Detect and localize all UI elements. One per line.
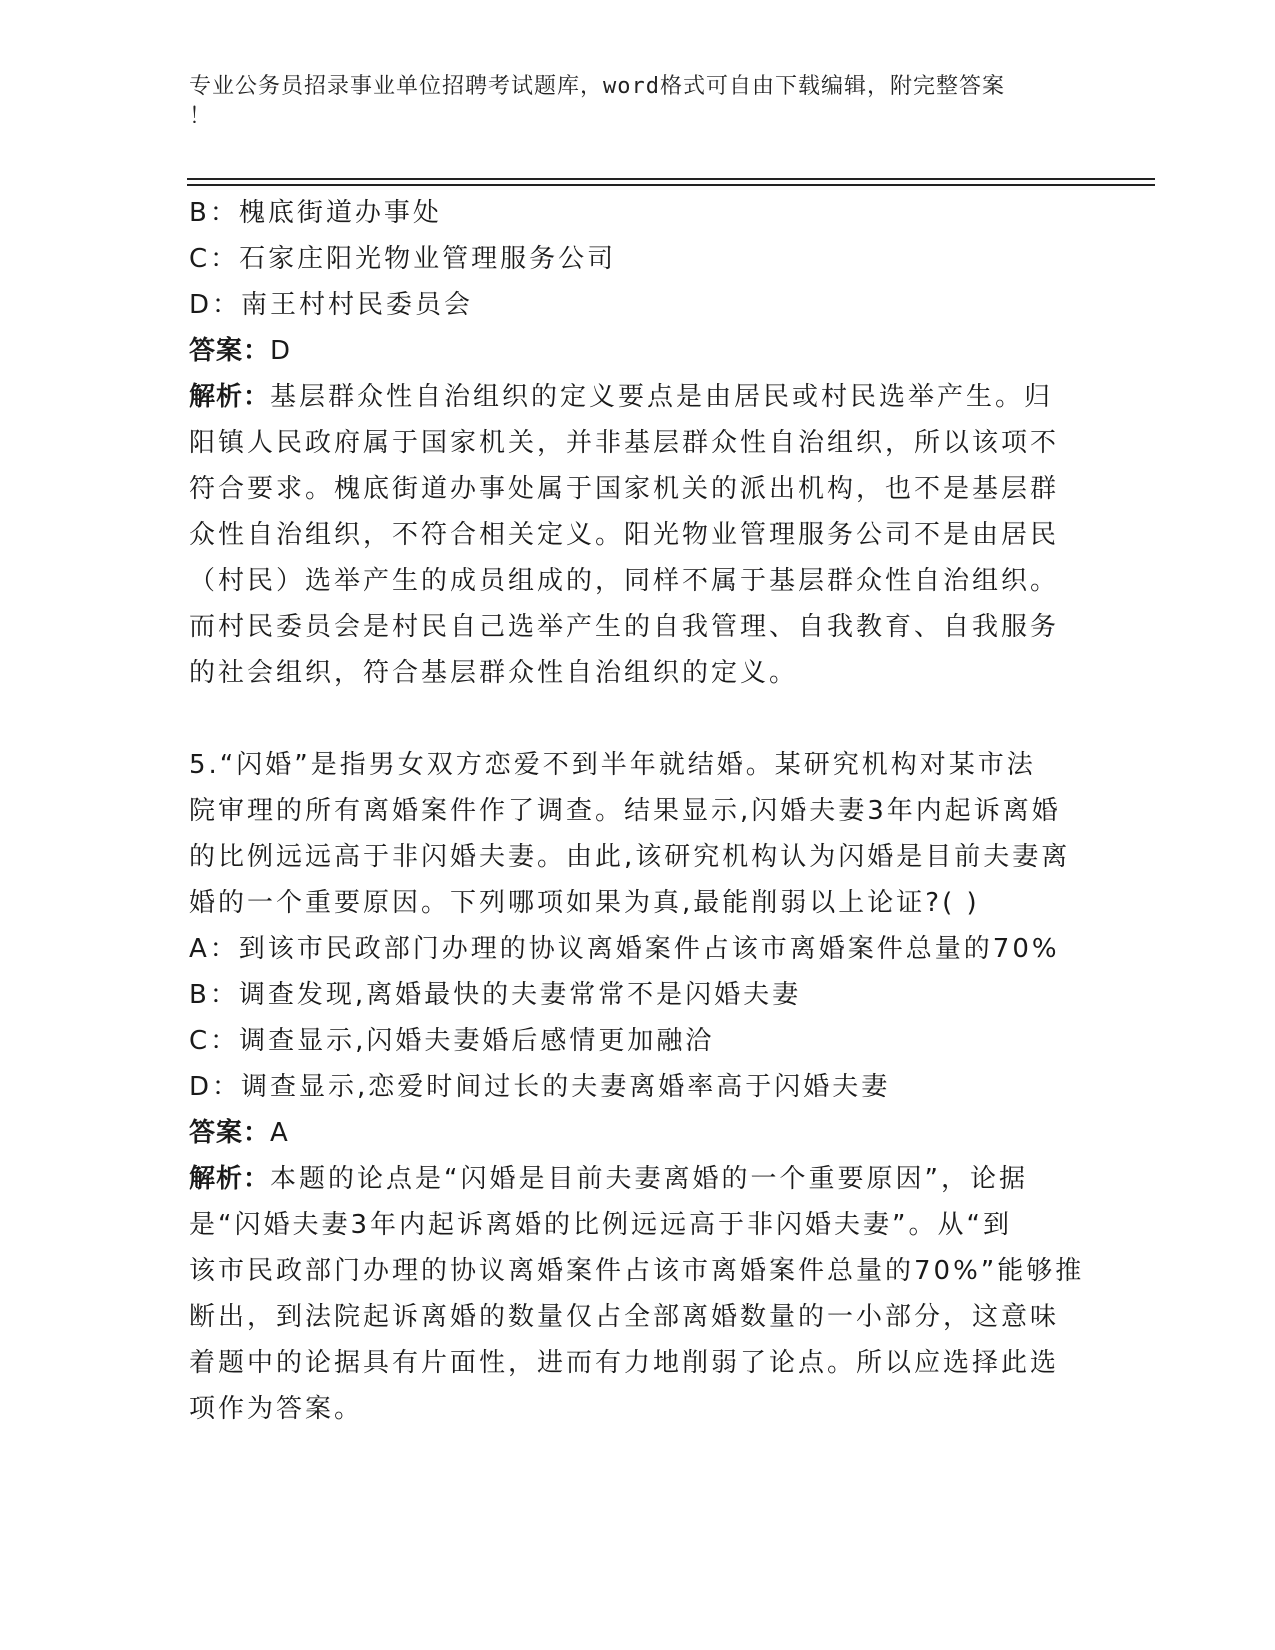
q4-answer-value: D	[270, 336, 294, 366]
q4-analysis	[189, 374, 1089, 696]
q5-stem-line: 的比例远远高于非闪婚夫妻。由此,该研究机构认为闪婚是目前夫妻离	[189, 842, 1071, 872]
q5-answer-value: A	[270, 1118, 291, 1148]
q5-stem-line: 婚的一个重要原因。下列哪项如果为真,最能削弱以上论证?( )	[189, 888, 980, 918]
page-header	[189, 72, 1079, 132]
q5-answer-label: 答案：	[189, 1118, 271, 1148]
q4-analysis-line: 而村民委员会是村民自己选举产生的自我管理、自我教育、自我服务	[189, 612, 1060, 642]
q4-option-b: B：槐底街道办事处	[189, 198, 442, 228]
q4-analysis-line: 阳镇人民政府属于国家机关，并非基层群众性自治组织，所以该项不	[189, 428, 1060, 458]
q5-analysis-label: 解析：	[189, 1164, 271, 1194]
q5-analysis-line: 着题中的论据具有片面性，进而有力地削弱了论点。所以应选择此选	[189, 1348, 1060, 1378]
document-body	[189, 190, 1089, 1432]
q5-answer	[189, 1110, 1089, 1156]
q4-analysis-line: 众性自治组织，不符合相关定义。阳光物业管理服务公司不是由居民	[189, 520, 1060, 550]
q4-analysis-line: （村民）选举产生的成员组成的，同样不属于基层群众性自治组织。	[189, 566, 1060, 596]
q4-option-c: C：石家庄阳光物业管理服务公司	[189, 244, 617, 274]
q5-analysis-line	[189, 1156, 1089, 1202]
q4-analysis-line: 符合要求。槐底街道办事处属于国家机关的派出机构，也不是基层群	[189, 474, 1060, 504]
header-line-1: 专业公务员招录事业单位招聘考试题库，word格式可自由下载编辑，附完整答案	[189, 74, 1005, 99]
q4-answer-label: 答案：	[189, 336, 271, 366]
q5-analysis-line: 该市民政部门办理的协议离婚案件占该市离婚案件总量的70%”能够推	[189, 1256, 1085, 1286]
header-line-2: ！	[189, 104, 213, 129]
q5-option-d: D：调查显示,恋爱时间过长的夫妻离婚率高于闪婚夫妻	[189, 1072, 891, 1102]
q5-analysis-text-0: 本题的论点是“闪婚是目前夫妻离婚的一个重要原因”，论据	[270, 1164, 1028, 1194]
q5-option-a: A：到该市民政部门办理的协议离婚案件占该市离婚案件总量的70%	[189, 934, 1060, 964]
q4-analysis-label: 解析：	[189, 382, 271, 412]
q4-analysis-text-0: 基层群众性自治组织的定义要点是由居民或村民选举产生。归	[270, 382, 1054, 412]
q4-analysis-line	[189, 374, 1089, 420]
q5-analysis-line: 项作为答案。	[189, 1394, 364, 1424]
q5-analysis	[189, 1156, 1089, 1432]
header-rule-bottom	[187, 184, 1155, 186]
q5-stem-line: 5.“闪婚”是指男女双方恋爱不到半年就结婚。某研究机构对某市法	[189, 750, 1036, 780]
section-gap	[189, 696, 1089, 742]
q5-analysis-line: 断出，到法院起诉离婚的数量仅占全部离婚数量的一小部分，这意味	[189, 1302, 1060, 1332]
q4-answer	[189, 328, 1089, 374]
header-rule-top	[187, 178, 1155, 180]
q5-analysis-line: 是“闪婚夫妻3年内起诉离婚的比例远远高于非闪婚夫妻”。从“到	[189, 1210, 1012, 1240]
q5-stem	[189, 742, 1089, 926]
q4-option-d: D：南王村村民委员会	[189, 290, 474, 320]
q5-option-b: B：调查发现,离婚最快的夫妻常常不是闪婚夫妻	[189, 980, 802, 1010]
q4-analysis-line: 的社会组织，符合基层群众性自治组织的定义。	[189, 658, 799, 688]
q5-stem-line: 院审理的所有离婚案件作了调查。结果显示,闪婚夫妻3年内起诉离婚	[189, 796, 1061, 826]
q5-option-c: C：调查显示,闪婚夫妻婚后感情更加融洽	[189, 1026, 715, 1056]
